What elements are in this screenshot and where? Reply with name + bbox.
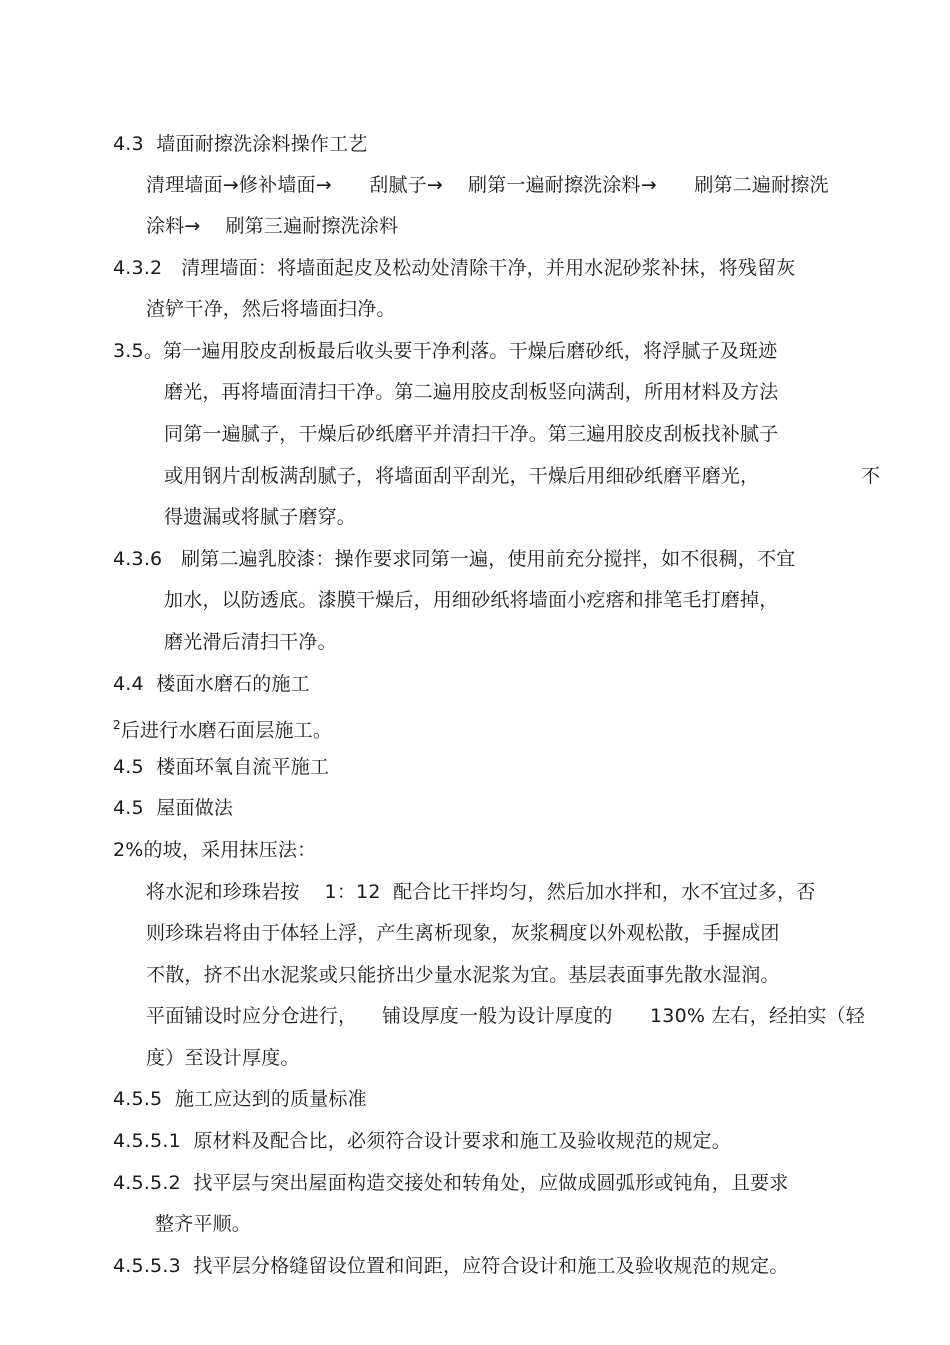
para-4-3-6-line-3: 磨光滑后清扫干净。 bbox=[164, 631, 337, 653]
para-pearlite-line-1: 将水泥和珍珠岩按 1：12 配合比干拌均匀，然后加水拌和，水不宜过多，否 bbox=[146, 881, 816, 903]
heading-4-5-epoxy: 4.5 楼面环氧自流平施工 bbox=[113, 756, 330, 778]
heading-4-5-5: 4.5.5 施工应达到的质量标准 bbox=[113, 1088, 367, 1110]
para-terrazzo-text: 后进行水磨石面层施工。 bbox=[120, 719, 333, 742]
para-4-3-6-line-2: 加水，以防透底。漆膜干燥后，用细砂纸将墙面小疙瘩和排笔毛打磨掉， bbox=[164, 589, 779, 611]
superscript-2: 2 bbox=[113, 718, 121, 732]
para-4-5-5-2-line-2: 整齐平顺。 bbox=[155, 1213, 252, 1235]
para-pearlite-line-4: 平面铺设时应分仓进行， 铺设厚度一般为设计厚度的 130% 左右，经拍实（轻 bbox=[146, 1005, 865, 1027]
para-4-5-5-3: 4.5.5.3 找平层分格缝留设位置和间距，应符合设计和施工及验收规范的规定。 bbox=[113, 1255, 789, 1277]
para-3-5-line-5: 得遗漏或将腻子磨穿。 bbox=[164, 506, 357, 528]
para-4-3-6-line-1: 4.3.6 刷第二遍乳胶漆：操作要求同第一遍，使用前充分搅拌，如不很稠，不宜 bbox=[113, 548, 796, 570]
para-pearlite-line-5: 度）至设计厚度。 bbox=[146, 1047, 300, 1069]
para-slope: 2%的坡，采用抹压法： bbox=[113, 839, 317, 861]
heading-4-4: 4.4 楼面水磨石的施工 bbox=[113, 673, 310, 695]
para-pearlite-line-3: 不散，挤不出水泥浆或只能挤出少量水泥浆为宜。基层表面事先散水湿润。 bbox=[146, 964, 780, 986]
para-3-5-line-4: 或用钢片刮板满刮腻子，将墙面刮平刮光，干燥后用细砂纸磨平磨光， bbox=[164, 465, 760, 487]
para-3-5-line-2: 磨光，再将墙面清扫干净。第二遍用胶皮刮板竖向满刮，所用材料及方法 bbox=[164, 381, 779, 403]
para-3-5-line-1: 3.5。第一遍用胶皮刮板最后收头要干净利落。干燥后磨砂纸，将浮腻子及斑迹 bbox=[113, 340, 778, 362]
heading-4-3: 4.3 墙面耐擦洗涂料操作工艺 bbox=[113, 133, 368, 155]
para-3-5-line-4-tail: 不 bbox=[861, 465, 881, 487]
para-4-5-5-1: 4.5.5.1 原材料及配合比，必须符合设计要求和施工及验收规范的规定。 bbox=[113, 1130, 731, 1152]
para-4-3-2-line-1: 4.3.2 清理墙面：将墙面起皮及松动处清除干净，并用水泥砂浆补抹，将残留灰 bbox=[113, 257, 796, 279]
para-4-5-5-2-line-1: 4.5.5.2 找平层与突出屋面构造交接处和转角处，应做成圆弧形或钝角，且要求 bbox=[113, 1172, 789, 1194]
heading-4-5-roof: 4.5 屋面做法 bbox=[113, 797, 234, 819]
para-terrazzo bbox=[113, 713, 332, 742]
process-flow-line-1: 清理墙面→修补墙面→ 刮腻子→ 刷第一遍耐擦洗涂料→ 刷第二遍耐擦洗 bbox=[146, 174, 829, 196]
process-flow-line-2: 涂料→ 刷第三遍耐擦洗涂料 bbox=[146, 215, 399, 237]
para-3-5-line-3: 同第一遍腻子，干燥后砂纸磨平并清扫干净。第三遍用胶皮刮板找补腻子 bbox=[164, 423, 779, 445]
para-pearlite-line-2: 则珍珠岩将由于体轻上浮，产生离析现象，灰浆稠度以外观松散，手握成团 bbox=[146, 922, 780, 944]
para-4-3-2-line-2: 渣铲干净，然后将墙面扫净。 bbox=[146, 298, 396, 320]
